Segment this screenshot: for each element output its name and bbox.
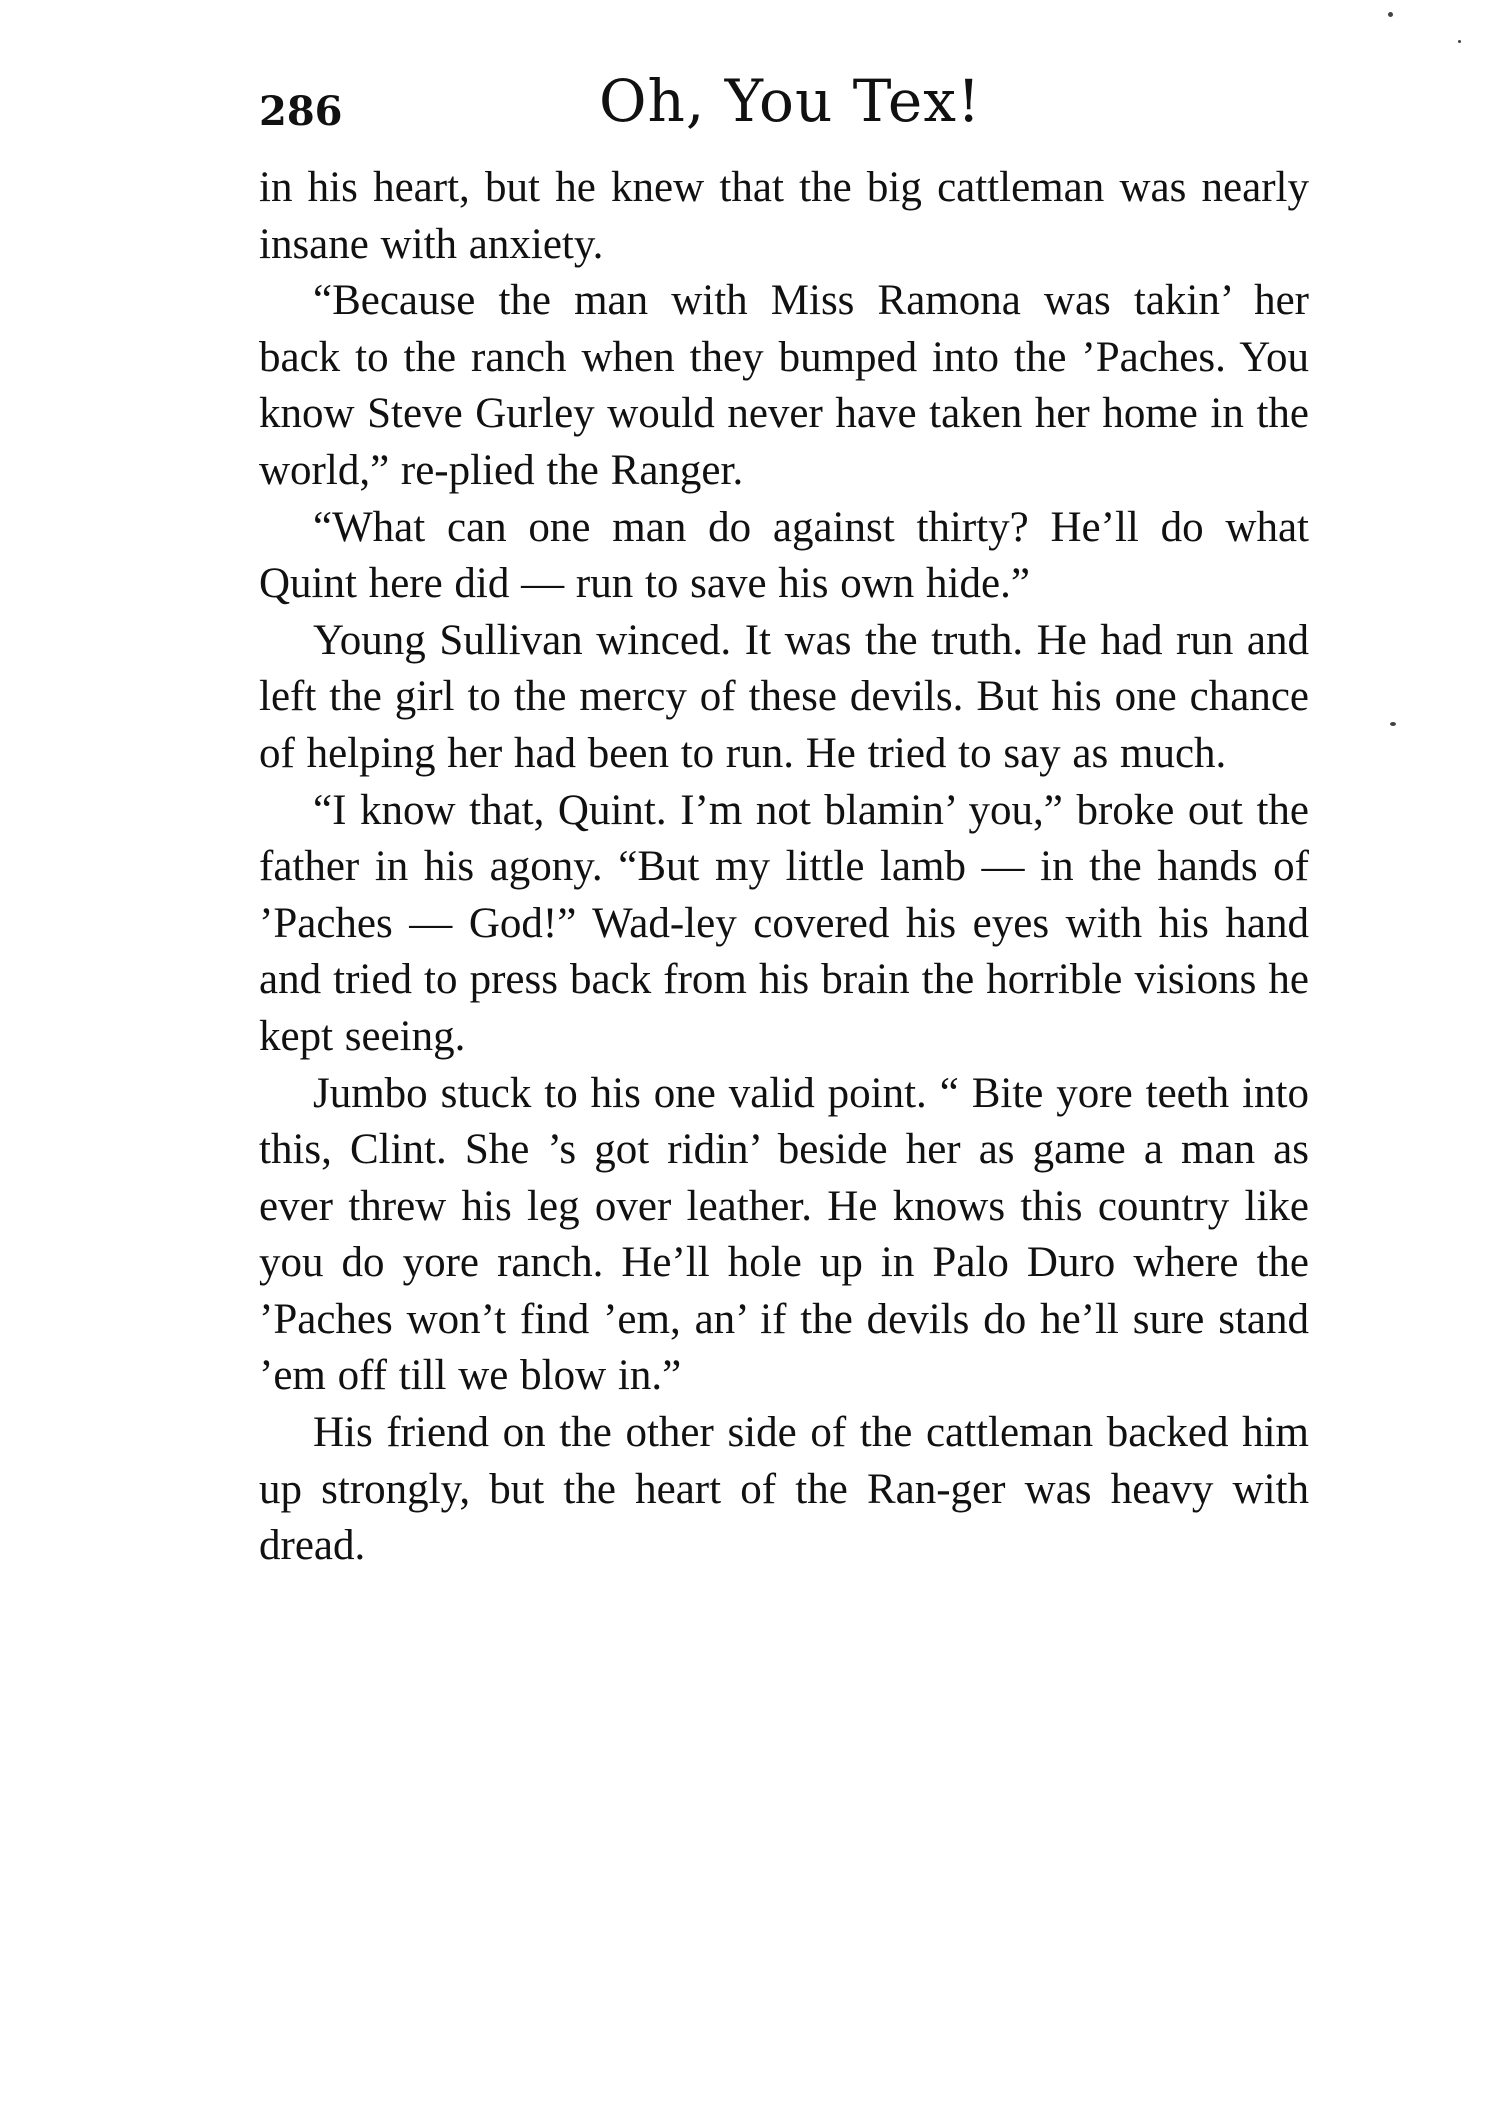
scan-speck: [1390, 722, 1396, 726]
paragraph-continued: in his heart, but he knew that the big cattleman was nearly insane with anxiety.: [259, 164, 1309, 268]
paragraph: His friend on the other side of the cattleman backed him up strongly, but the heart of the Ran-ger was heavy with dread.: [259, 1409, 1309, 1570]
paragraph: Young Sullivan winced. It was the truth. He had run and left the girl to the mercy of these devils. But his one chance of helping her had been to run. He tried to say as much.: [259, 616, 1309, 777]
running-title: Oh, You Tex!: [599, 67, 982, 135]
paragraph: “What can one man do against thirty? He’ll do what Quint here did — run to save his own hide.”: [259, 503, 1309, 608]
body-text: [259, 160, 1309, 1575]
paragraph: “Because the man with Miss Ramona was takin’ her back to the ranch when they bumped into the ’Paches. You know Steve Gurley would never have taken her home in the world,” re-plied the Ranger.: [259, 277, 1309, 494]
paragraph: Jumbo stuck to his one valid point. “ Bite yore teeth into this, Clint. She ’s got ridin’ beside her as game a man as ever threw his leg over leather. He knows this country like you do yore ranch. He’ll hole up in Palo Duro where the ’Paches won’t find ’em, an’ if the devils do he’ll sure stand ’em off till we blow in.”: [259, 1069, 1309, 1400]
paragraph: “I know that, Quint. I’m not blamin’ you,” broke out the father in his agony. “But my little lamb — in the hands of ’Paches — God!” Wad-ley covered his eyes with his hand and tried to press back from his brain the horrible visions he kept seeing.: [259, 786, 1309, 1060]
page-number: 286: [259, 88, 343, 135]
scan-speck: [1388, 12, 1393, 17]
scan-speck: [1458, 40, 1461, 43]
page-header: [259, 66, 1309, 146]
